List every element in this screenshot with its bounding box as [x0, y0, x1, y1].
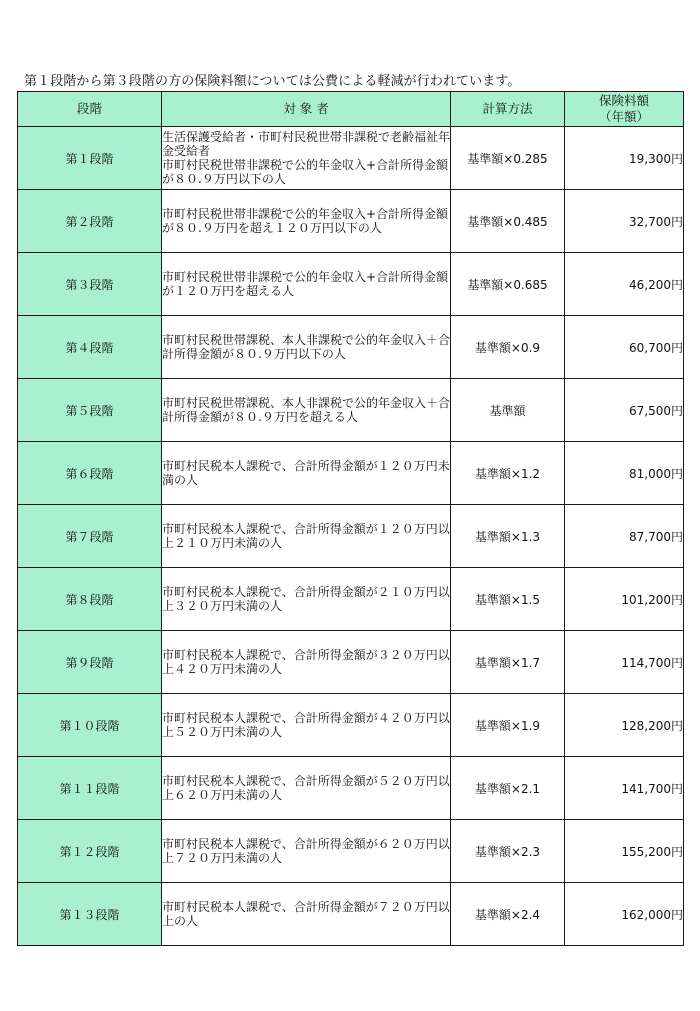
header-calc-method: 計算方法 [451, 92, 565, 127]
target-cell: 市町村民税世帯課税、本人非課税で公的年金収入＋合計所得金額が８０.９万円以下の人 [162, 316, 451, 379]
premium-amount-cell: 141,700円 [565, 757, 684, 820]
table-row [18, 694, 684, 757]
premium-amount-cell: 46,200円 [565, 253, 684, 316]
stage-cell: 第５段階 [18, 379, 162, 442]
stage-cell: 第７段階 [18, 505, 162, 568]
target-cell: 市町村民税世帯課税、本人非課税で公的年金収入＋合計所得金額が８０.９万円を超える人 [162, 379, 451, 442]
header-premium-amount-annual: （年額） [598, 109, 649, 124]
target-cell: 市町村民税本人課税で、合計所得金額が３２０万円以上４２０万円未満の人 [162, 631, 451, 694]
table-row [18, 442, 684, 505]
premium-amount-cell: 87,700円 [565, 505, 684, 568]
stage-cell: 第６段階 [18, 442, 162, 505]
stage-cell: 第３段階 [18, 253, 162, 316]
table-row [18, 820, 684, 883]
header-premium-amount-label: 保険料額 [598, 93, 649, 108]
calc-method-cell: 基準額×2.4 [451, 883, 565, 946]
calc-method-cell: 基準額×0.9 [451, 316, 565, 379]
calc-method-cell: 基準額×1.2 [451, 442, 565, 505]
premium-amount-cell: 101,200円 [565, 568, 684, 631]
calc-method-cell: 基準額×1.5 [451, 568, 565, 631]
target-cell: 市町村民税本人課税で、合計所得金額が５２０万円以上６２０万円未満の人 [162, 757, 451, 820]
table-row [18, 568, 684, 631]
stage-cell: 第４段階 [18, 316, 162, 379]
premium-amount-cell: 19,300円 [565, 127, 684, 190]
table-header-row [18, 92, 684, 127]
premium-amount-cell: 67,500円 [565, 379, 684, 442]
table-row [18, 631, 684, 694]
calc-method-cell: 基準額×0.485 [451, 190, 565, 253]
stage-cell: 第１０段階 [18, 694, 162, 757]
premium-amount-cell: 114,700円 [565, 631, 684, 694]
target-cell: 市町村民税本人課税で、合計所得金額が１２０万円未満の人 [162, 442, 451, 505]
target-cell: 市町村民税世帯非課税で公的年金収入+合計所得金額が８０.９万円を超え１２０万円以下の人 [162, 190, 451, 253]
target-cell: 市町村民税本人課税で、合計所得金額が２１０万円以上３２０万円未満の人 [162, 568, 451, 631]
calc-method-cell: 基準額×1.7 [451, 631, 565, 694]
table-row [18, 253, 684, 316]
reduction-note: 第１段階から第３段階の方の保険料額については公費による軽減が行われています。 [24, 74, 521, 89]
stage-cell: 第９段階 [18, 631, 162, 694]
target-cell: 市町村民税世帯非課税で公的年金収入+合計所得金額が１２０万円を超える人 [162, 253, 451, 316]
table-row [18, 757, 684, 820]
calc-method-cell: 基準額×2.1 [451, 757, 565, 820]
target-cell: 市町村民税本人課税で、合計所得金額が６２０万円以上７２０万円未満の人 [162, 820, 451, 883]
calc-method-cell: 基準額×0.685 [451, 253, 565, 316]
stage-cell: 第８段階 [18, 568, 162, 631]
table-row [18, 127, 684, 190]
premium-amount-cell: 162,000円 [565, 883, 684, 946]
table-row [18, 379, 684, 442]
header-premium-amount [565, 92, 684, 127]
stage-cell: 第１２段階 [18, 820, 162, 883]
table-row [18, 505, 684, 568]
premium-amount-cell: 32,700円 [565, 190, 684, 253]
target-cell: 市町村民税本人課税で、合計所得金額が７２０万円以上の人 [162, 883, 451, 946]
table-row [18, 316, 684, 379]
calc-method-cell: 基準額×2.3 [451, 820, 565, 883]
premium-amount-cell: 128,200円 [565, 694, 684, 757]
premium-amount-cell: 60,700円 [565, 316, 684, 379]
calc-method-cell: 基準額 [451, 379, 565, 442]
header-target: 対 象 者 [162, 92, 451, 127]
premium-amount-cell: 155,200円 [565, 820, 684, 883]
target-cell: 市町村民税本人課税で、合計所得金額が１２０万円以上２１０万円未満の人 [162, 505, 451, 568]
stage-cell: 第１３段階 [18, 883, 162, 946]
calc-method-cell: 基準額×1.9 [451, 694, 565, 757]
table-row [18, 190, 684, 253]
insurance-premium-table [17, 91, 684, 946]
target-cell: 生活保護受給者・市町村民税世帯非課税で老齢福祉年金受給者 市町村民税世帯非課税で公的年金収入+合計所得金額が８０.９万円以下の人 [162, 127, 451, 190]
premium-amount-cell: 81,000円 [565, 442, 684, 505]
header-stage: 段階 [18, 92, 162, 127]
calc-method-cell: 基準額×0.285 [451, 127, 565, 190]
stage-cell: 第１１段階 [18, 757, 162, 820]
target-cell: 市町村民税本人課税で、合計所得金額が４２０万円以上５２０万円未満の人 [162, 694, 451, 757]
stage-cell: 第１段階 [18, 127, 162, 190]
stage-cell: 第２段階 [18, 190, 162, 253]
calc-method-cell: 基準額×1.3 [451, 505, 565, 568]
table-row [18, 883, 684, 946]
